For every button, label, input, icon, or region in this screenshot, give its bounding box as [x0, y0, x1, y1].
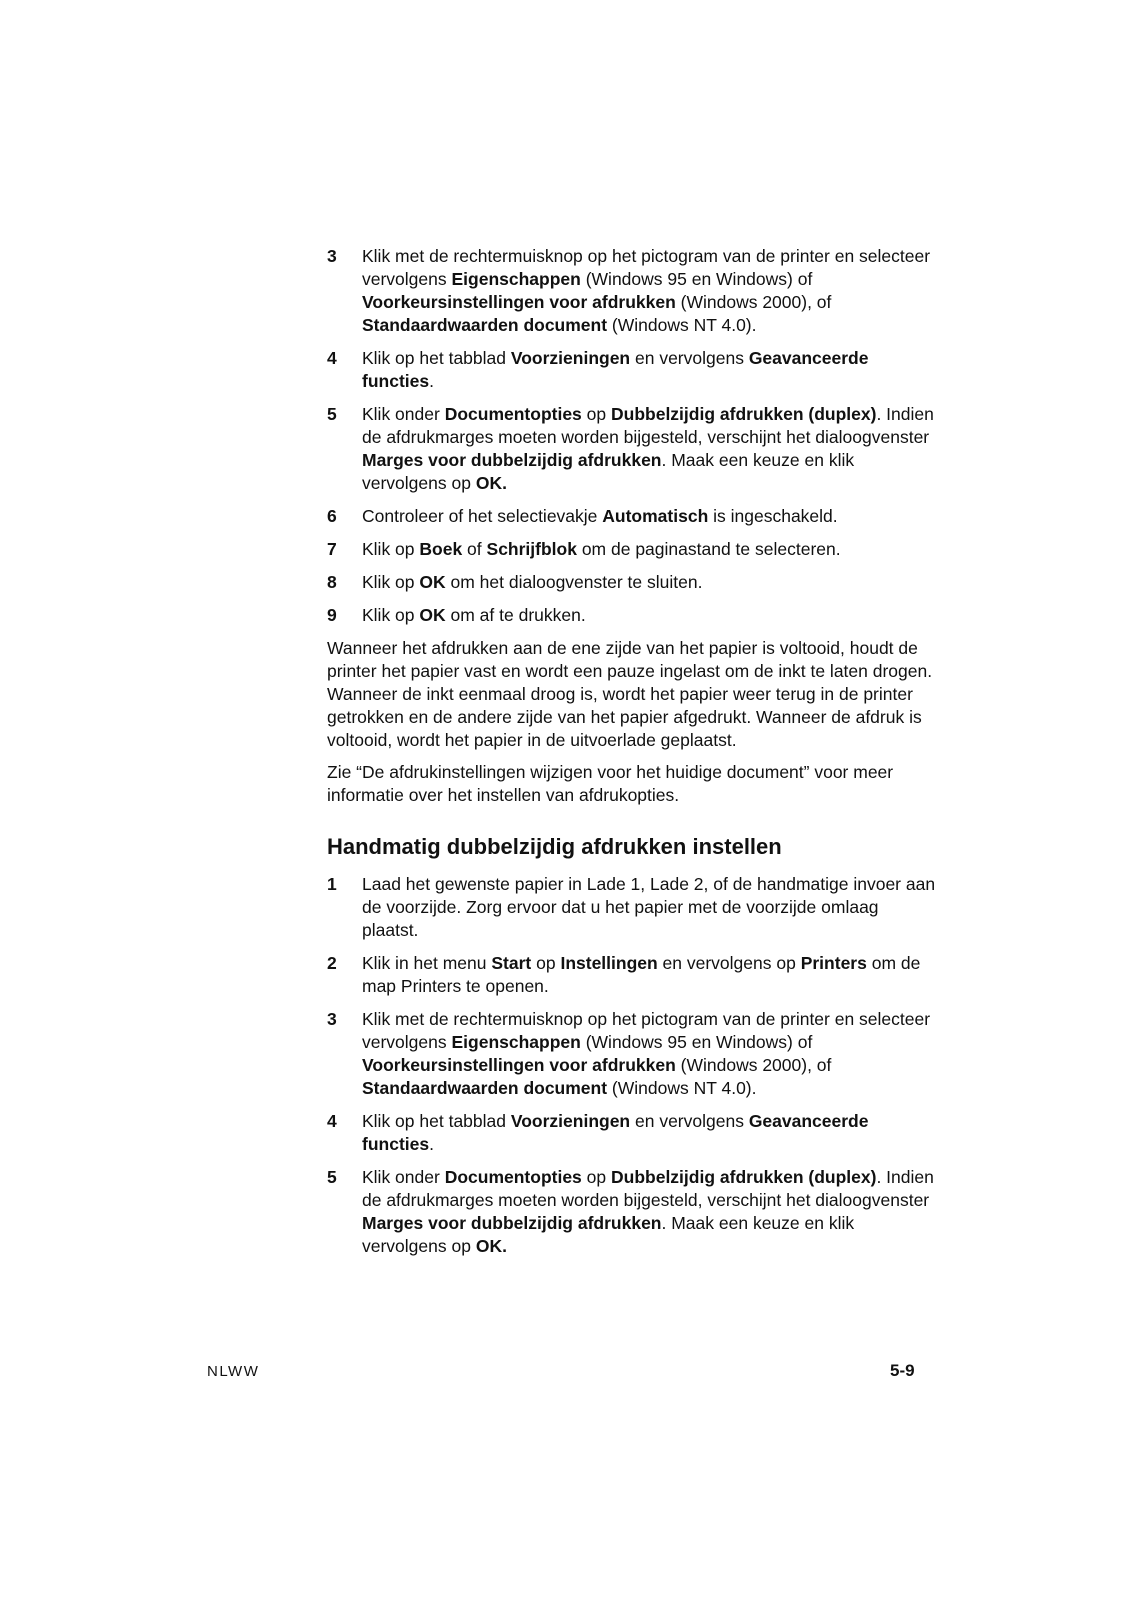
step-text	[362, 571, 937, 594]
section-heading: Handmatig dubbelzijdig afdrukken instellen	[327, 834, 782, 859]
step-number: 4	[327, 348, 337, 368]
step-text-run: Controleer of het selectievakje	[362, 506, 603, 526]
step-item	[327, 1008, 937, 1100]
step-text-bold: Voorzieningen	[510, 1111, 631, 1131]
step-item	[327, 604, 937, 627]
step-text-run: (Windows 2000), of	[675, 1055, 832, 1075]
step-text-run: en vervolgens	[630, 348, 749, 368]
step-text	[362, 604, 937, 627]
step-text-bold: Dubbelzijdig afdrukken (duplex)	[611, 1167, 877, 1187]
step-text	[362, 347, 937, 393]
page-content	[327, 245, 937, 1268]
step-text-run: op	[581, 404, 611, 424]
step-number: 5	[327, 404, 337, 424]
step-item	[327, 505, 937, 528]
step-text-bold: Boek	[419, 539, 463, 559]
step-item	[327, 347, 937, 393]
step-text-run: is ingeschakeld.	[708, 506, 838, 526]
step-text-run: .	[429, 1134, 434, 1154]
step-text-bold: Geavanceerde functies	[362, 348, 869, 391]
step-text-run: (Windows NT 4.0).	[607, 315, 757, 335]
step-item	[327, 1166, 937, 1258]
step-item	[327, 245, 937, 337]
step-text-run: Klik op	[362, 605, 420, 625]
step-text-bold: Eigenschappen	[451, 1032, 581, 1052]
step-text-bold: Voorkeursinstellingen voor afdrukken	[362, 292, 676, 312]
step-text-bold: Standaardwaarden document	[362, 315, 608, 335]
step-list-top	[327, 245, 937, 627]
step-text-run: Klik in het menu	[362, 953, 492, 973]
body-paragraph-reference: Zie “De afdrukinstellingen wijzigen voor het huidige document” voor meer informatie over het instellen van afdrukopties.	[327, 762, 894, 805]
step-text-run: Klik op het tabblad	[362, 348, 511, 368]
step-number: 2	[327, 953, 337, 973]
step-text-run: Klik op	[362, 572, 420, 592]
step-number: 1	[327, 874, 337, 894]
step-text-bold: OK	[419, 605, 446, 625]
step-number: 8	[327, 572, 337, 592]
step-text-bold: Voorzieningen	[510, 348, 631, 368]
step-text-bold: Eigenschappen	[451, 269, 581, 289]
body-paragraph: Wanneer het afdrukken aan de ene zijde van het papier is voltooid, houdt de printer het papier vast en wordt een pauze ingelast om de inkt te laten drogen. Wanneer de inkt eenmaal droog is, wordt het papier weer terug in de printer getrokken en de andere zijde van het papier afgedrukt. Wanneer de afdruk is voltooid, wordt het papier in de uitvoerlade geplaatst.	[327, 638, 933, 750]
step-text	[362, 245, 937, 337]
step-text-bold: Standaardwaarden document	[362, 1078, 608, 1098]
page-number: 5-9	[890, 1361, 915, 1380]
step-text-run: Klik op het tabblad	[362, 1111, 511, 1131]
step-number: 6	[327, 506, 337, 526]
step-number: 4	[327, 1111, 337, 1131]
step-text-run: . Indien de afdrukmarges moeten worden bijgesteld, verschijnt het dialoogvenster	[362, 1167, 934, 1210]
step-number: 9	[327, 605, 337, 625]
step-text	[362, 538, 937, 561]
step-text-run: om het dialoogvenster te sluiten.	[445, 572, 703, 592]
step-text-bold: OK.	[475, 473, 507, 493]
step-text	[362, 505, 937, 528]
step-text-bold: Marges voor dubbelzijdig afdrukken	[362, 450, 662, 470]
step-text-run: en vervolgens op	[657, 953, 801, 973]
step-text-bold: Documentopties	[444, 404, 582, 424]
step-list-bottom	[327, 873, 937, 1258]
step-text-run: Klik met de rechtermuisknop op het pictogram van de printer en selecteer vervolgens	[362, 1009, 931, 1052]
step-text-bold: OK.	[475, 1236, 507, 1256]
step-text-bold: Dubbelzijdig afdrukken (duplex)	[611, 404, 877, 424]
step-text-bold: Schrijfblok	[486, 539, 577, 559]
step-number: 7	[327, 539, 337, 559]
step-text-run: . Indien de afdrukmarges moeten worden bijgesteld, verschijnt het dialoogvenster	[362, 404, 934, 447]
step-text-run: Klik onder	[362, 1167, 445, 1187]
step-text-run: op	[531, 953, 561, 973]
step-text-run: om de paginastand te selecteren.	[576, 539, 841, 559]
step-text	[362, 952, 937, 998]
footer-label: NLWW	[207, 1363, 260, 1380]
step-item	[327, 403, 937, 495]
step-text-run: (Windows NT 4.0).	[607, 1078, 757, 1098]
step-item	[327, 1110, 937, 1156]
step-text-run: of	[462, 539, 487, 559]
step-text-run: Laad het gewenste papier in Lade 1, Lade 2, of de handmatige invoer aan de voorzijde. Zorg ervoor dat u het papier met de voorzijde omlaag plaatst.	[362, 874, 936, 940]
step-text-run: om af te drukken.	[445, 605, 586, 625]
step-text-run: . Maak een keuze en klik vervolgens op	[362, 1213, 855, 1256]
step-text-bold: Marges voor dubbelzijdig afdrukken	[362, 1213, 662, 1233]
step-text-run: .	[429, 371, 434, 391]
step-text-run: (Windows 2000), of	[675, 292, 832, 312]
step-text-bold: Documentopties	[444, 1167, 582, 1187]
step-item	[327, 952, 937, 998]
step-text-bold: Voorkeursinstellingen voor afdrukken	[362, 1055, 676, 1075]
step-text-run: om de map Printers te openen.	[362, 953, 921, 996]
step-item	[327, 873, 937, 942]
step-text-run: Klik op	[362, 539, 420, 559]
step-text-run: en vervolgens	[630, 1111, 749, 1131]
step-number: 5	[327, 1167, 337, 1187]
step-number: 3	[327, 1009, 337, 1029]
step-text-run: Klik onder	[362, 404, 445, 424]
step-text-run: op	[581, 1167, 611, 1187]
step-text-run: Klik met de rechtermuisknop op het pictogram van de printer en selecteer vervolgens	[362, 246, 931, 289]
step-text-bold: Automatisch	[602, 506, 709, 526]
step-text-bold: Printers	[800, 953, 867, 973]
step-text-run: . Maak een keuze en klik vervolgens op	[362, 450, 855, 493]
step-text-bold: Geavanceerde functies	[362, 1111, 869, 1154]
step-text	[362, 1008, 937, 1100]
step-text-bold: Instellingen	[560, 953, 658, 973]
step-item	[327, 538, 937, 561]
step-item	[327, 571, 937, 594]
step-text	[362, 403, 937, 495]
step-text-bold: Start	[491, 953, 532, 973]
step-text-run: (Windows 95 en Windows) of	[580, 269, 813, 289]
step-text	[362, 1166, 937, 1258]
step-text-run: (Windows 95 en Windows) of	[580, 1032, 813, 1052]
step-text	[362, 1110, 937, 1156]
step-text	[362, 873, 937, 942]
step-number: 3	[327, 246, 337, 266]
step-text-bold: OK	[419, 572, 446, 592]
